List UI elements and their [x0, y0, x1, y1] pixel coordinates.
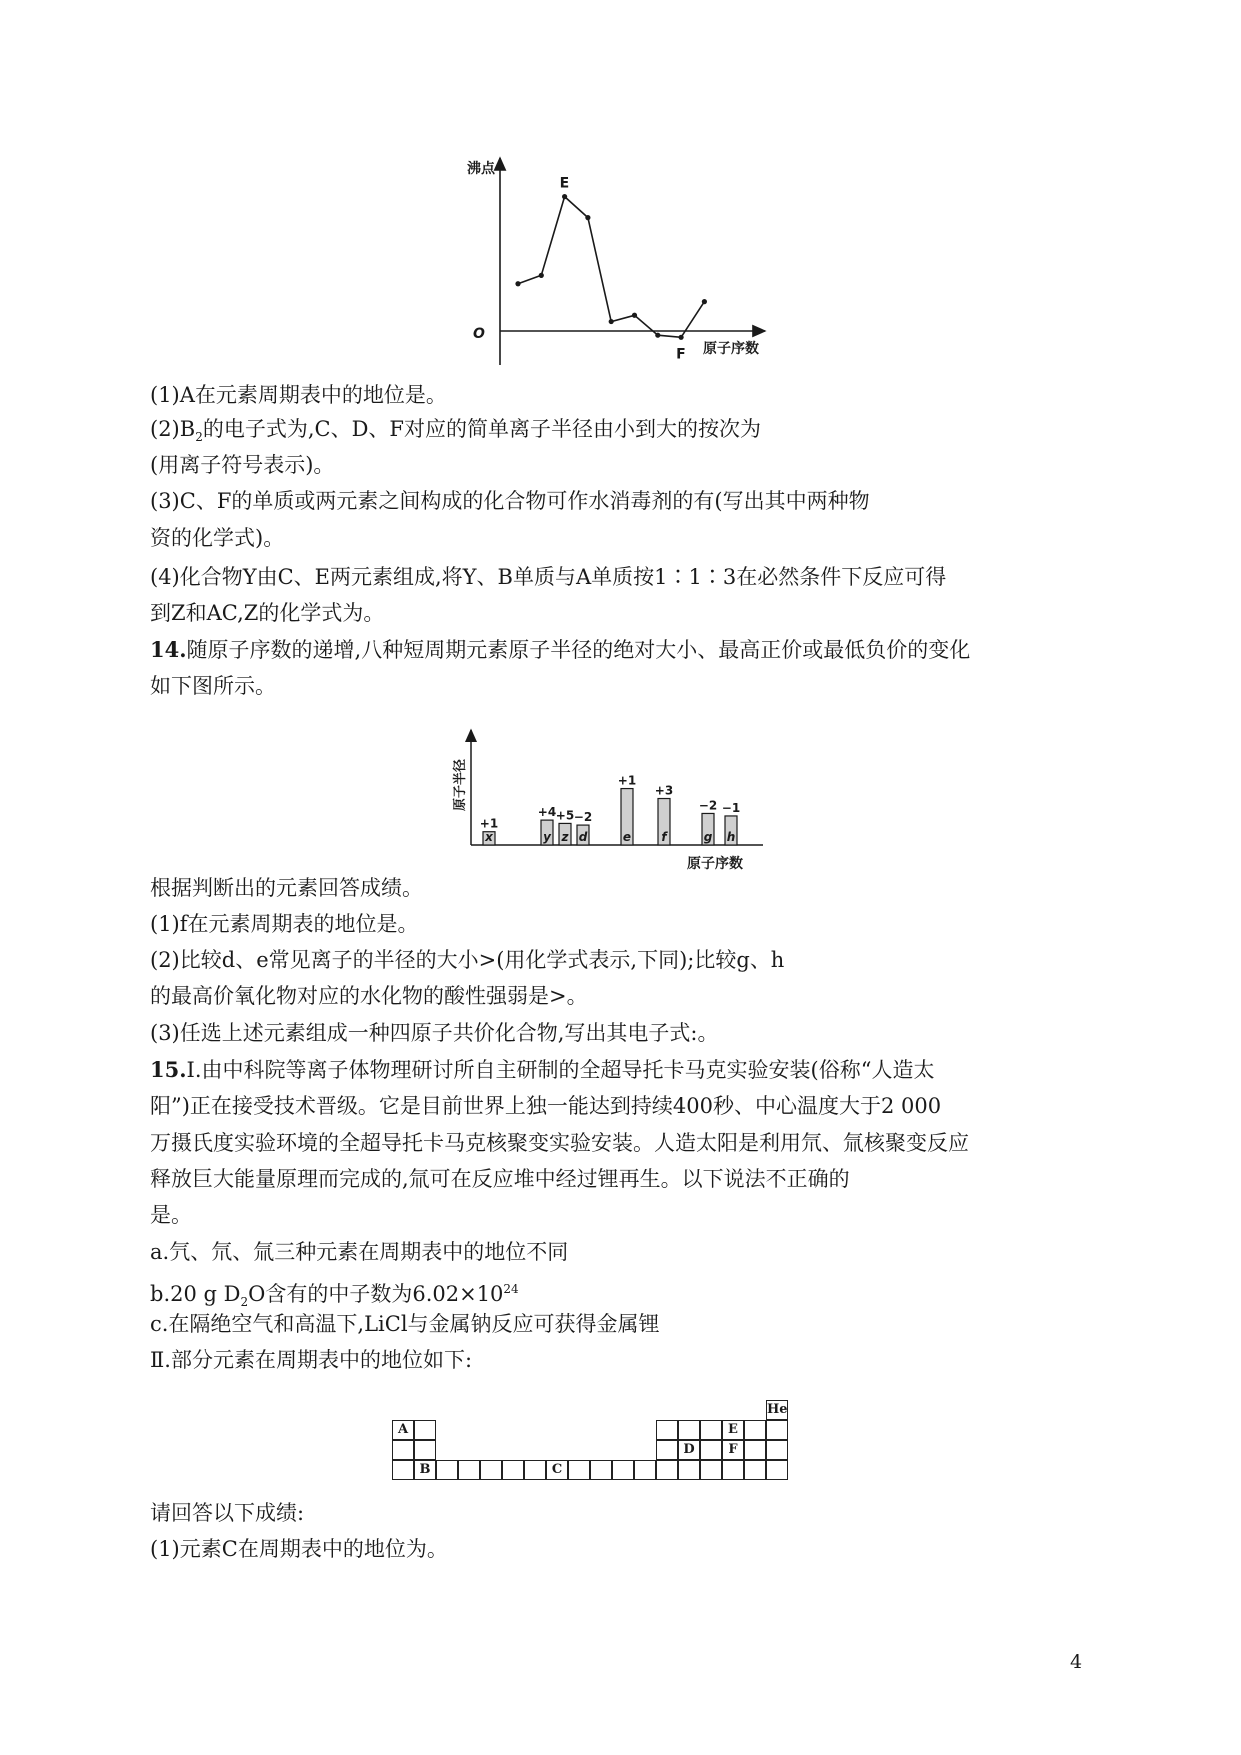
point-label: E — [559, 175, 570, 192]
data-point — [702, 299, 707, 304]
text: (用化学式表示,下同);比较g、h — [496, 948, 785, 972]
text: a.氕、氘、氚三种元素在周期表中的地位不同 — [150, 1240, 569, 1264]
q13-part3-cont — [150, 524, 284, 552]
text: O含有的中子数为6.02×10 — [248, 1282, 504, 1306]
valence-label: −1 — [721, 800, 741, 815]
q14-part2-cont — [150, 982, 588, 1013]
element-cell — [502, 1460, 524, 1480]
text: 。 — [171, 1203, 192, 1227]
q13-part1 — [150, 381, 447, 412]
text: 根据判断出的元素回答成绩。 — [150, 876, 423, 900]
element-cell-C: C — [546, 1460, 568, 1480]
text: > — [478, 948, 497, 972]
element-cell — [414, 1420, 436, 1440]
superscript: 24 — [503, 1282, 519, 1296]
bar-label: x — [485, 830, 493, 844]
element-cell — [656, 1420, 678, 1440]
valence-label: +3 — [654, 783, 674, 798]
data-point — [632, 313, 637, 318]
element-cell — [524, 1460, 546, 1480]
y-axis-label: 原子半径 — [453, 758, 468, 812]
point-label: F — [676, 346, 686, 363]
text: (2)比较d、e常见离子的半径的大小 — [150, 948, 479, 972]
text: b.20 g D — [150, 1282, 241, 1306]
q14-stem-cont — [150, 672, 276, 700]
bar-label: y — [543, 830, 551, 844]
text: 。 — [566, 984, 588, 1008]
q15-part2-instruction — [150, 1499, 304, 1527]
element-cell — [656, 1460, 678, 1480]
text: 随原子序数的递增,八种短周期元素原子半径的绝对大小、最高正价或最低负价的变化 — [186, 638, 971, 662]
element-cell-A: A — [392, 1420, 414, 1440]
boiling-point-series — [515, 176, 707, 363]
data-point — [562, 194, 567, 199]
element-cell — [656, 1440, 678, 1460]
bar-label: z — [561, 830, 569, 844]
element-cell — [678, 1460, 700, 1480]
data-point — [515, 281, 520, 286]
element-cell — [722, 1460, 744, 1480]
text: ,C、D、F对应的简单离子半径由小到大的按次为 — [307, 417, 761, 441]
text: 资的化学式)。 — [150, 526, 285, 550]
text: (1)A在元素周期表中的地位是 — [150, 383, 426, 407]
q14-part3 — [150, 1019, 719, 1050]
q15-stem-cont3 — [150, 1165, 850, 1193]
element-cell — [414, 1440, 436, 1460]
element-cell — [568, 1460, 590, 1480]
text: 。 — [397, 912, 419, 936]
text: 到Z和AC,Z的化学式为 — [150, 601, 364, 625]
text: 的最高价氧化物对应的水化物的酸性强弱是 — [150, 984, 549, 1008]
text: (写出其中两种物 — [714, 489, 870, 513]
bar-label: e — [622, 830, 632, 844]
text: Ⅰ.由中科院等离子体物理研讨所自主研制的全超导托卡马克实验安装(俗称“人造太 — [186, 1058, 935, 1082]
text: 万摄氏度实验环境的全超导托卡马克核聚变实验安装。人造太阳是利用氘、氚核聚变反应 — [150, 1131, 969, 1155]
data-point — [585, 215, 590, 220]
text: 请回答以下成绩: — [150, 1501, 305, 1525]
element-cell-B: B — [414, 1460, 436, 1480]
valence-label: +5 — [555, 808, 575, 823]
data-point — [539, 273, 544, 278]
element-cell-E: E — [722, 1420, 744, 1440]
data-point — [655, 333, 660, 338]
q15-option-c — [150, 1310, 660, 1338]
q15-part2-q1 — [150, 1535, 448, 1566]
q14-part1 — [150, 910, 419, 941]
bar-label: d — [578, 830, 588, 844]
text: (3)任选上述元素组成一种四原子共价化合物,写出其电子式: — [150, 1021, 698, 1045]
atomic-radius-bars — [480, 774, 740, 845]
text: (2)B — [150, 417, 196, 441]
element-cell — [744, 1420, 766, 1440]
element-cell — [744, 1460, 766, 1480]
q15-stem — [150, 1056, 934, 1084]
element-cell — [744, 1440, 766, 1460]
q14-part2 — [150, 946, 784, 977]
element-cell — [700, 1440, 722, 1460]
valence-label: +1 — [617, 773, 637, 788]
text: 的电子式为 — [202, 417, 308, 441]
text: 。 — [363, 601, 385, 625]
data-point — [609, 319, 614, 324]
element-cell — [458, 1460, 480, 1480]
text: > — [549, 984, 567, 1008]
atomic-radius-chart — [445, 727, 805, 872]
q13-part4 — [150, 563, 946, 591]
text: (1)f在元素周期表的地位是 — [150, 912, 398, 936]
subscript: 2 — [240, 1295, 249, 1310]
q15-stem-cont2 — [150, 1129, 969, 1157]
element-cell — [480, 1460, 502, 1480]
data-point — [679, 335, 684, 340]
x-axis-label: 原子序数 — [703, 341, 759, 357]
text: 如下图所示。 — [150, 674, 276, 698]
element-cell — [700, 1460, 722, 1480]
valence-label: +4 — [537, 805, 557, 820]
element-cell — [700, 1420, 722, 1440]
element-cell — [634, 1460, 656, 1480]
q14-stem — [150, 636, 970, 664]
bar-label: g — [703, 830, 713, 844]
valence-label: +1 — [479, 816, 499, 831]
text: 阳”)正在接受技术晋级。它是目前世界上独一能达到持续400秒、中心温度大于2 000 — [150, 1094, 942, 1118]
text: 。 — [425, 383, 447, 407]
element-cell — [766, 1440, 788, 1460]
text: (4)化合物Y由C、E两元素组成,将Y、B单质与A单质按1∶1∶3在必然条件下反应可得 — [150, 565, 947, 589]
text: (1)元素C在周期表中的地位为 — [150, 1537, 427, 1561]
q15-stem-cont4 — [150, 1201, 192, 1232]
q13-part3 — [150, 487, 870, 518]
text: c.在隔绝空气和高温下,LiCl与金属钠反应可获得金属锂 — [150, 1312, 660, 1336]
element-cell-He: He — [766, 1400, 788, 1420]
text: 释放巨大能量原理而完成的,氚可在反应堆中经过锂再生。以下说法不正确的 — [150, 1167, 850, 1191]
element-cell — [766, 1460, 788, 1480]
q13-part4-cont — [150, 599, 384, 630]
bar-label: h — [726, 830, 736, 844]
element-cell — [590, 1460, 612, 1480]
text: (用离子符号表示)。 — [150, 453, 335, 477]
x-axis-label: 原子序数 — [687, 856, 743, 872]
valence-label: −2 — [698, 798, 718, 813]
q13-part2 — [150, 415, 761, 451]
element-cell — [678, 1420, 700, 1440]
q14-instruction — [150, 874, 423, 902]
element-cell — [612, 1460, 634, 1480]
element-cell — [392, 1440, 414, 1460]
q15-option-a — [150, 1238, 568, 1266]
origin-label: O — [473, 326, 485, 342]
boiling-point-chart — [455, 150, 785, 375]
q15-part2-intro — [150, 1346, 472, 1374]
valence-label: −2 — [573, 810, 593, 825]
element-cell — [392, 1460, 414, 1480]
q13-part2-cont — [150, 451, 334, 479]
text: 。 — [697, 1021, 719, 1045]
series-line — [518, 197, 704, 338]
element-cell-D: D — [678, 1440, 700, 1460]
question-number: 15. — [150, 1057, 187, 1082]
text: 。 — [426, 1537, 448, 1561]
question-number: 14. — [150, 637, 187, 662]
element-cell — [766, 1420, 788, 1440]
text: Ⅱ.部分元素在周期表中的地位如下: — [150, 1348, 473, 1372]
bar-label: f — [661, 830, 667, 844]
page-number: 4 — [1070, 1651, 1083, 1673]
text: 是 — [150, 1203, 171, 1227]
element-cell-F: F — [722, 1440, 744, 1460]
element-cell — [436, 1460, 458, 1480]
text: (3)C、F的单质或两元素之间构成的化合物可作水消毒剂的有 — [150, 489, 715, 513]
y-axis-label: 沸点 — [467, 161, 495, 177]
subscript: 2 — [195, 430, 203, 445]
q15-stem-cont1 — [150, 1092, 941, 1120]
